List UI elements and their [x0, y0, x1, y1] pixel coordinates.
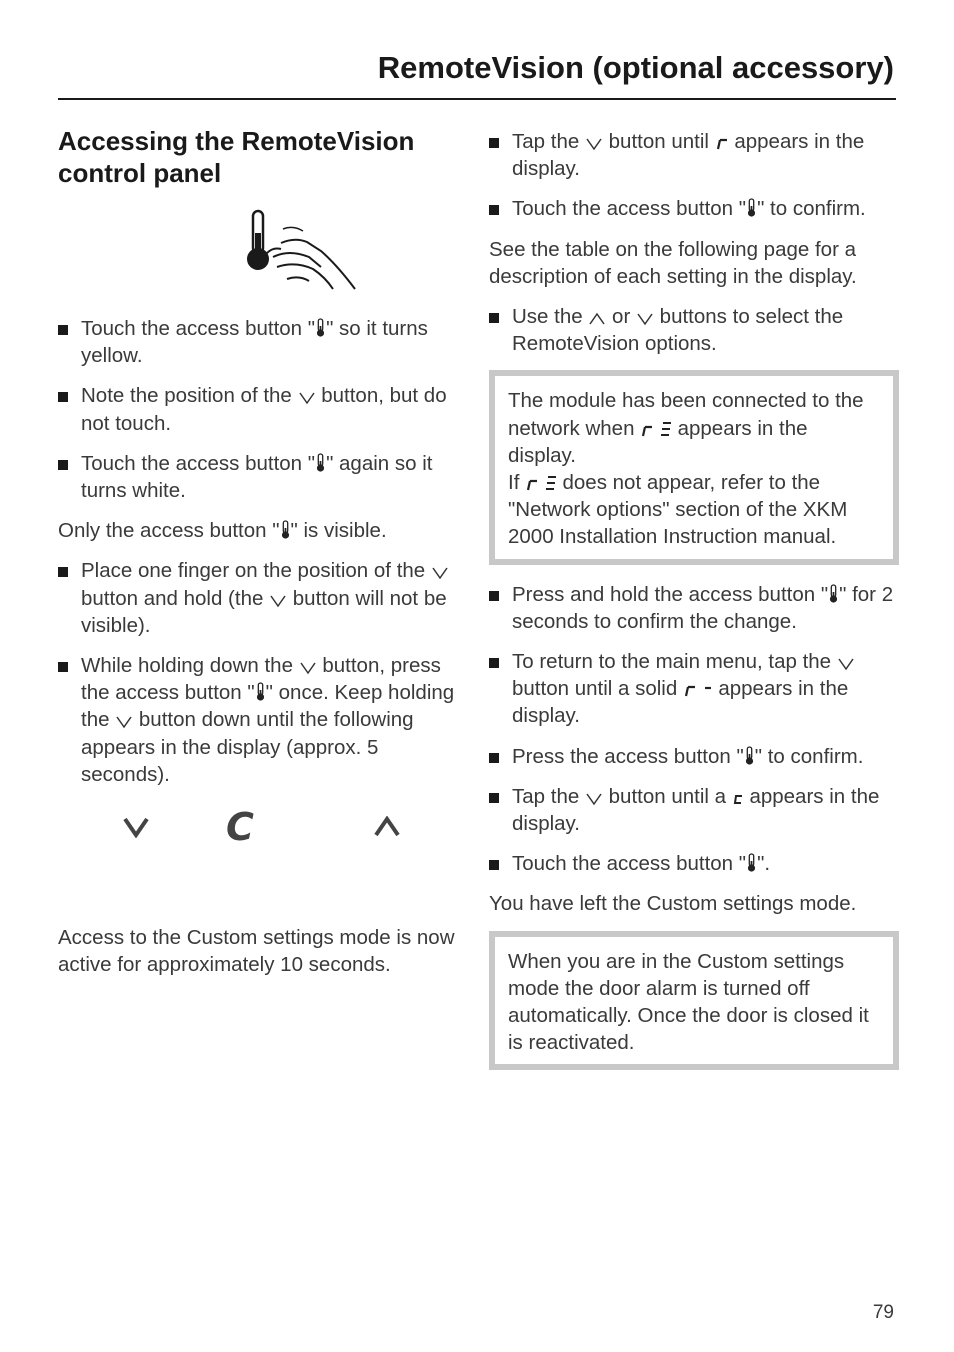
bullet-marker: [489, 138, 499, 148]
display-r-segment: [683, 682, 697, 698]
list-item: Touch the access button " ".: [489, 850, 899, 877]
bullet-marker: [489, 591, 499, 601]
page-title: RemoteVision (optional accessory): [377, 50, 894, 85]
list-item: Note the position of the button, but do not touch.: [58, 382, 463, 436]
list-item: Touch the access button " " again so it turns white.: [58, 450, 463, 504]
paragraph: Access to the Custom settings mode is now active for approximately 10 seconds.: [58, 926, 455, 977]
down-arrow-icon: [122, 816, 150, 838]
list-item: Press the access button " " to confirm.: [489, 743, 899, 770]
display-illustration: [58, 810, 463, 906]
bullet-marker: [489, 753, 499, 763]
down-arrow-icon: [432, 566, 448, 580]
list-item: While holding down the button, press the access button " " once. Keep holding the button down until the following appears in the display (approx. 5 seconds).: [58, 652, 463, 788]
bullet-marker: [489, 860, 499, 870]
note-box: When you are in the Custom settings mode the door alarm is turned off automatically. Once the door is closed it is reactivated.: [489, 931, 899, 1071]
display-r-segment: [640, 422, 654, 438]
bullet-marker: [489, 313, 499, 323]
bullet-marker: [58, 460, 68, 470]
list-item: To return to the main menu, tap the button until a solid appears in the display.: [489, 648, 899, 730]
bullet-marker: [58, 325, 68, 335]
illustration: [58, 207, 463, 303]
list-item: Place one finger on the position of the button and hold (the button will not be visible).: [58, 557, 463, 639]
up-arrow-icon: [373, 816, 401, 838]
thermometer-icon: [747, 853, 756, 873]
list-item: Touch the access button " " so it turns yellow.: [58, 315, 463, 369]
header-rule: [58, 98, 896, 100]
list-item: Tap the button until appears in the display.: [489, 128, 899, 182]
thermometer-icon: [747, 198, 756, 218]
thermometer-icon: [316, 453, 325, 473]
list-item: Touch the access button " " to confirm.: [489, 195, 899, 222]
list-item: Press and hold the access button " " for 2 seconds to confirm the change.: [489, 581, 899, 635]
up-arrow-icon: [589, 312, 605, 326]
display-three-bars-segment: [660, 420, 672, 438]
bullet-marker: [58, 567, 68, 577]
thermometer-touch-hand-icon: [243, 209, 363, 291]
down-arrow-icon: [586, 792, 602, 806]
bullet-marker: [489, 205, 499, 215]
display-three-bars-segment: [545, 474, 557, 492]
list-item: Use the or buttons to select the RemoteVision options.: [489, 303, 899, 357]
thermometer-icon: [829, 584, 838, 604]
svg-text:C: C: [226, 810, 254, 845]
display-small-c-segment: [732, 790, 744, 806]
thermometer-icon: [256, 682, 265, 702]
bullet-marker: [58, 392, 68, 402]
bullet-marker: [489, 793, 499, 803]
display-r-segment: [525, 476, 539, 492]
down-arrow-icon: [299, 391, 315, 405]
display-dash-segment: [703, 682, 713, 698]
section-heading: Accessing the RemoteVision control panel: [58, 126, 415, 188]
down-arrow-icon: [270, 594, 286, 608]
thermometer-icon: [281, 520, 290, 540]
down-arrow-icon: [300, 661, 316, 675]
down-arrow-icon: [586, 137, 602, 151]
display-c-segment: [226, 810, 260, 844]
right-column: [489, 128, 899, 1086]
left-column: [58, 125, 463, 991]
display-r-segment: [715, 135, 729, 151]
thermometer-icon: [316, 318, 325, 338]
paragraph: See the table on the following page for a description of each setting in the display.: [489, 237, 857, 288]
down-arrow-icon: [637, 312, 653, 326]
thermometer-icon: [745, 746, 754, 766]
page-number: 79: [872, 1302, 894, 1323]
paragraph: You have left the Custom settings mode.: [489, 892, 857, 916]
list-item: Tap the button until a appears in the display.: [489, 783, 899, 837]
bullet-marker: [489, 658, 499, 668]
note-box: The module has been connected to the network when appears in the display. If does not appear, refer to the "Network options" section of the XKM 2000 Installation Instruction manual.: [489, 370, 899, 564]
down-arrow-icon: [116, 715, 132, 729]
paragraph: Only the access button " " is visible.: [58, 519, 387, 543]
bullet-marker: [58, 662, 68, 672]
down-arrow-icon: [838, 657, 854, 671]
